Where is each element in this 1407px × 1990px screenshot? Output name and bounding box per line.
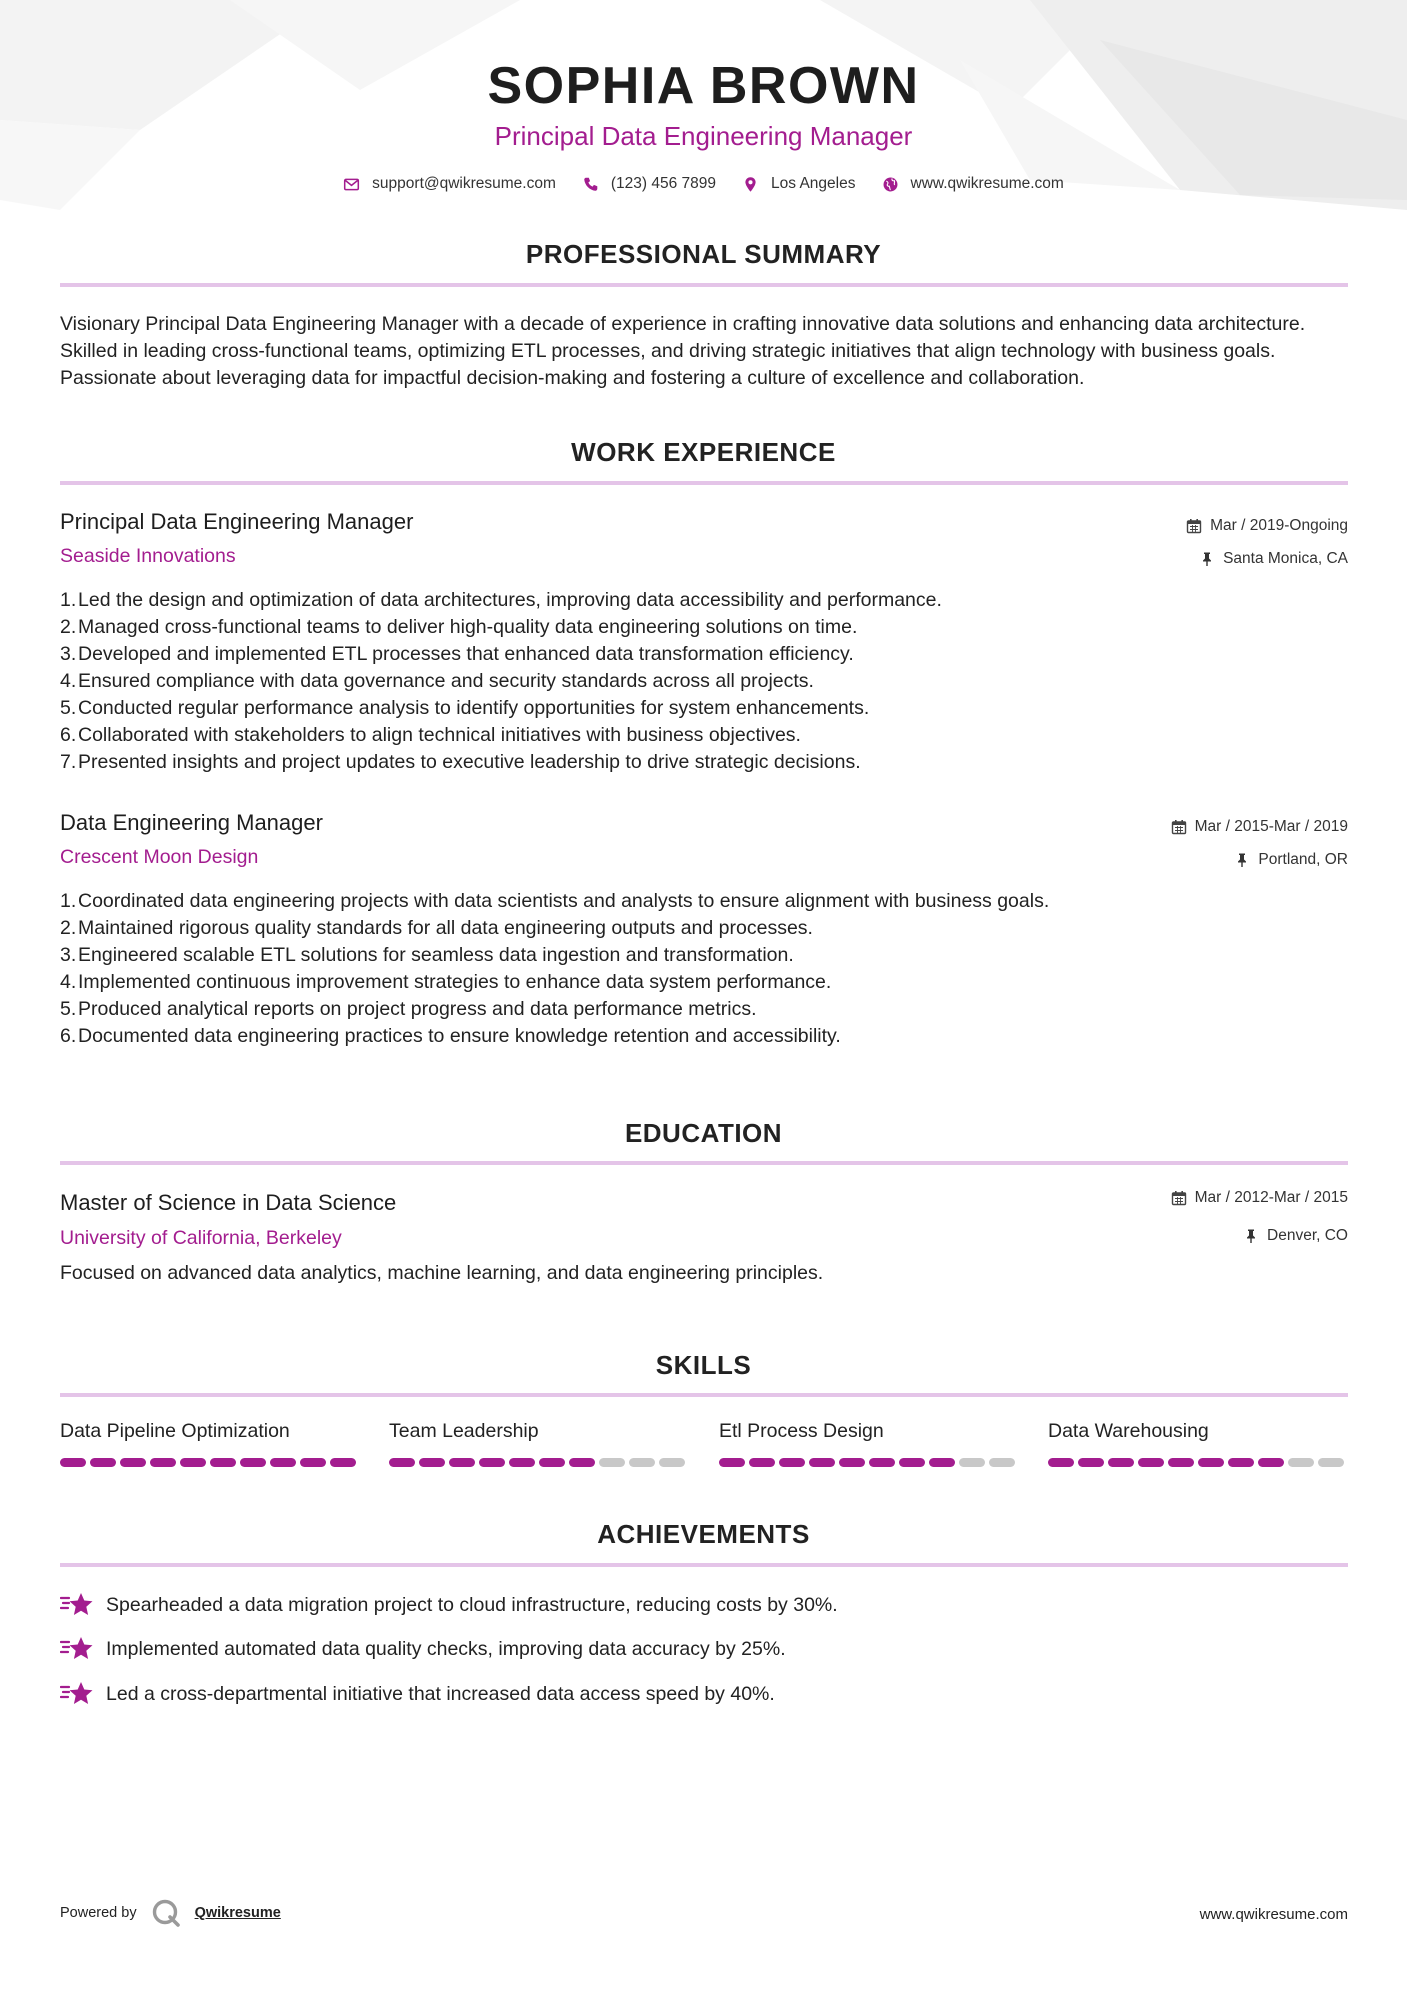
job-title: Principal Data Engineering Manager (60, 509, 414, 534)
contact-phone[interactable] (582, 175, 716, 193)
education-dates (1171, 1189, 1348, 1207)
achievement-text: Led a cross-departmental initiative that increased data access speed by 40%. (106, 1682, 775, 1705)
job-location (1199, 550, 1348, 568)
skill-segment-filled (929, 1458, 955, 1467)
skill-segment-filled (809, 1458, 835, 1467)
list-item: 5. Conducted regular performance analysis to identify opportunities for system enhancements. (60, 697, 870, 719)
section-divider (60, 283, 1348, 287)
education-location (1243, 1227, 1348, 1245)
achievement-item (60, 1634, 786, 1664)
contact-website[interactable] (882, 175, 1064, 193)
list-item: 1. Coordinated data engineering projects with data scientists and analysts to ensure alignment with business goals. (60, 890, 1050, 912)
star-icon (60, 1590, 94, 1620)
job-dates (1171, 818, 1348, 836)
job-dates (1186, 517, 1348, 535)
email-text: support@qwikresume.com (372, 175, 556, 192)
calendar-icon (1171, 1190, 1187, 1206)
skill-level-bar (1048, 1458, 1348, 1468)
achievement-text: Spearheaded a data migration project to cloud infrastructure, reducing costs by 30%. (106, 1593, 838, 1616)
map-pin-icon (742, 176, 759, 193)
job-location (1234, 851, 1348, 869)
skill-segment-filled (120, 1458, 146, 1467)
candidate-title: Principal Data Engineering Manager (494, 121, 913, 151)
powered-by-label: Powered by (60, 1905, 137, 1921)
list-item: 7. Presented insights and project updates to executive leadership to drive strategic decisions. (60, 751, 861, 773)
education-school: University of California, Berkeley (60, 1227, 342, 1249)
job-dates-text: Mar / 2015-Mar / 2019 (1194, 818, 1348, 835)
skill-segment-filled (1048, 1458, 1074, 1467)
skill-level-bar (389, 1458, 689, 1468)
skill-segment-filled (479, 1458, 505, 1467)
list-item: 5. Produced analytical reports on project progress and data performance metrics. (60, 998, 757, 1020)
star-icon (60, 1679, 94, 1709)
skill-segment-filled (210, 1458, 236, 1467)
list-item: 4. Implemented continuous improvement strategies to enhance data system performance. (60, 971, 832, 993)
globe-icon (882, 176, 899, 193)
education-dates-text: Mar / 2012-Mar / 2015 (1194, 1189, 1348, 1206)
section-divider (60, 1563, 1348, 1567)
job-location-text: Portland, OR (1258, 851, 1348, 868)
contact-bar (0, 175, 1407, 193)
job-location-text: Santa Monica, CA (1223, 550, 1348, 567)
skill-level-bar (60, 1458, 360, 1468)
qwikresume-link[interactable]: Qwikresume (194, 1905, 281, 1921)
job-duties-list (60, 587, 1350, 776)
skill-segment-filled (150, 1458, 176, 1467)
skill-item (389, 1420, 689, 1468)
job-dates-text: Mar / 2019-Ongoing (1210, 517, 1348, 534)
skill-segment-filled (180, 1458, 206, 1467)
skill-segment-filled (539, 1458, 565, 1467)
skill-segment-filled (1258, 1458, 1284, 1467)
section-title-work: WORK EXPERIENCE (571, 437, 836, 467)
skill-segment-filled (839, 1458, 865, 1467)
skill-segment-empty (599, 1458, 625, 1467)
list-item: 1. Led the design and optimization of data architectures, improving data accessibility and performance. (60, 589, 942, 611)
skill-segment-filled (719, 1458, 745, 1467)
skill-segment-filled (270, 1458, 296, 1467)
skill-segment-filled (1228, 1458, 1254, 1467)
skill-name: Data Warehousing (1048, 1420, 1209, 1442)
skill-item (60, 1420, 360, 1468)
skill-segment-empty (629, 1458, 655, 1467)
education-description: Focused on advanced data analytics, machine learning, and data engineering principles. (60, 1262, 824, 1284)
education-degree: Master of Science in Data Science (60, 1190, 397, 1215)
skill-segment-filled (1108, 1458, 1134, 1467)
envelope-icon (343, 176, 360, 193)
skill-segment-filled (569, 1458, 595, 1467)
skill-segment-filled (779, 1458, 805, 1467)
skill-segment-empty (959, 1458, 985, 1467)
skill-segment-filled (1138, 1458, 1164, 1467)
contact-location (742, 175, 855, 193)
skill-segment-filled (240, 1458, 266, 1467)
skill-segment-filled (60, 1458, 86, 1467)
skill-segment-empty (1318, 1458, 1344, 1467)
skill-segment-filled (419, 1458, 445, 1467)
section-title-achievements: ACHIEVEMENTS (597, 1519, 810, 1549)
skill-segment-empty (1288, 1458, 1314, 1467)
calendar-icon (1186, 518, 1202, 534)
skill-segment-filled (1168, 1458, 1194, 1467)
achievement-item (60, 1679, 775, 1709)
job-company: Seaside Innovations (60, 545, 236, 567)
qwikresume-logo-icon (151, 1898, 181, 1928)
skill-segment-filled (330, 1458, 356, 1467)
list-item: 6. Documented data engineering practices to ensure knowledge retention and accessibility. (60, 1025, 841, 1047)
skill-segment-filled (1198, 1458, 1224, 1467)
list-item: 2. Managed cross-functional teams to deliver high-quality data engineering solutions on time. (60, 616, 858, 638)
skill-name: Etl Process Design (719, 1420, 884, 1442)
skill-segment-filled (899, 1458, 925, 1467)
phone-text: (123) 456 7899 (610, 175, 717, 192)
section-divider (60, 1393, 1348, 1397)
skill-segment-filled (509, 1458, 535, 1467)
location-text: Los Angeles (771, 175, 856, 192)
star-icon (60, 1634, 94, 1664)
skill-item (1048, 1420, 1348, 1468)
list-item: 3. Engineered scalable ETL solutions for seamless data ingestion and transformation. (60, 944, 794, 966)
skill-segment-filled (869, 1458, 895, 1467)
job-duties-list (60, 888, 1350, 1050)
section-title-skills: SKILLS (655, 1350, 752, 1380)
skill-segment-filled (749, 1458, 775, 1467)
calendar-icon (1171, 819, 1187, 835)
summary-text: Visionary Principal Data Engineering Manager with a decade of experience in crafting innovative data solutions and enhancing data architecture. Skilled in leading cross-functional teams, optimizing ETL processes, and driving strategic initiatives that align technology with business goals. Passionate about leveraging data for impactful decision-making and fostering a culture of excellence and collaboration. (60, 313, 1306, 389)
pushpin-icon (1243, 1228, 1259, 1244)
phone-icon (582, 176, 599, 193)
section-title-summary: PROFESSIONAL SUMMARY (525, 239, 882, 269)
pushpin-icon (1234, 852, 1250, 868)
skills-grid (60, 1420, 1350, 1470)
contact-email[interactable] (343, 175, 556, 193)
job-title: Data Engineering Manager (60, 810, 323, 835)
section-divider (60, 481, 1348, 485)
skill-name: Data Pipeline Optimization (60, 1420, 290, 1442)
footer-powered-by (60, 1898, 281, 1928)
skill-segment-filled (1078, 1458, 1104, 1467)
website-text: www.qwikresume.com (910, 175, 1064, 192)
pushpin-icon (1199, 551, 1215, 567)
skill-segment-empty (659, 1458, 685, 1467)
skill-level-bar (719, 1458, 1019, 1468)
skill-item (719, 1420, 1019, 1468)
candidate-name: SOPHIA BROWN (487, 57, 920, 115)
job-company: Crescent Moon Design (60, 846, 259, 868)
skill-segment-filled (449, 1458, 475, 1467)
skill-segment-filled (300, 1458, 326, 1467)
skill-segment-empty (989, 1458, 1015, 1467)
section-title-education: EDUCATION (624, 1118, 783, 1148)
section-divider (60, 1161, 1348, 1165)
list-item: 3. Developed and implemented ETL processes that enhanced data transformation efficiency. (60, 643, 854, 665)
list-item: 2. Maintained rigorous quality standards for all data engineering outputs and processes. (60, 917, 813, 939)
skill-name: Team Leadership (389, 1420, 539, 1442)
achievement-text: Implemented automated data quality checks, improving data accuracy by 25%. (106, 1637, 786, 1660)
skill-segment-filled (90, 1458, 116, 1467)
education-location-text: Denver, CO (1267, 1227, 1348, 1244)
skill-segment-filled (389, 1458, 415, 1467)
achievement-item (60, 1590, 838, 1620)
footer-website-link[interactable]: www.qwikresume.com (1199, 1906, 1348, 1923)
list-item: 4. Ensured compliance with data governance and security standards across all projects. (60, 670, 814, 692)
list-item: 6. Collaborated with stakeholders to align technical initiatives with business objectives. (60, 724, 801, 746)
